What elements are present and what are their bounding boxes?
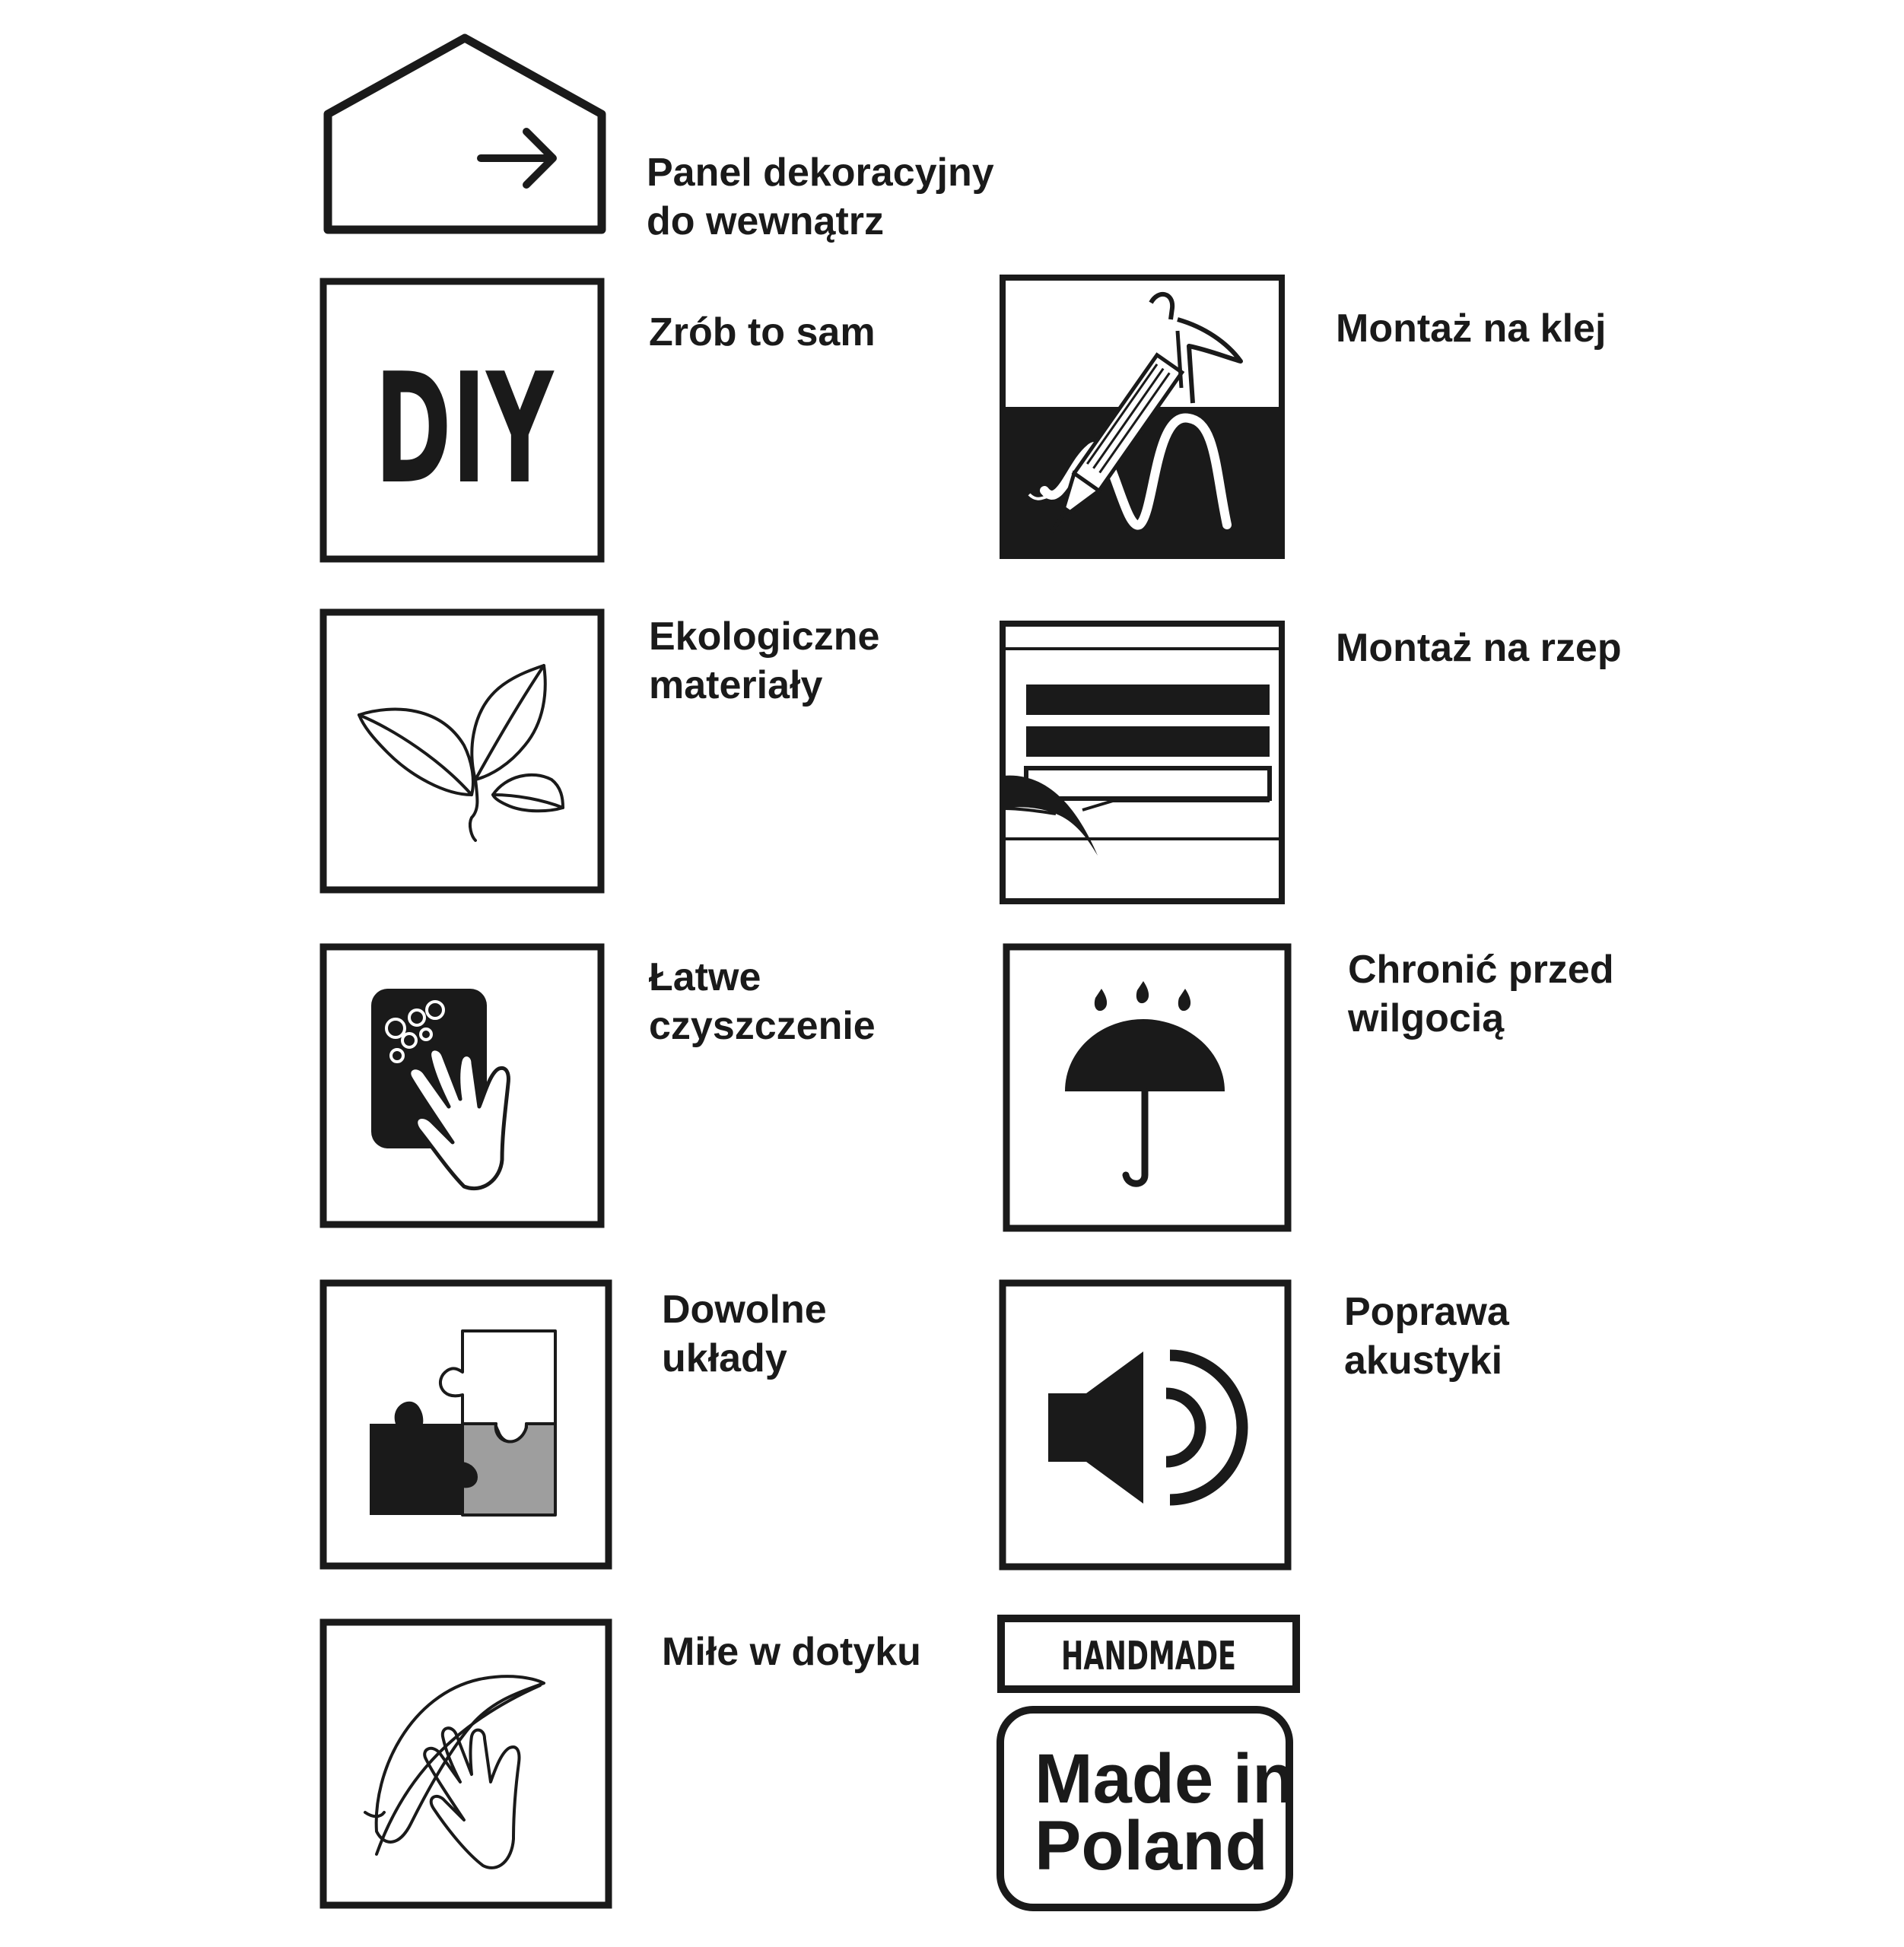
feather-hand-icon (319, 1618, 612, 1909)
feature-label-indoor: Panel dekoracyjny do wewnątrz (647, 151, 994, 243)
feature-label-diy: Zrób to sam (649, 310, 876, 354)
poland-text: Poland (1035, 1807, 1268, 1885)
umbrella-icon (1003, 943, 1292, 1232)
velcro-icon (999, 620, 1286, 905)
puzzle-icon (319, 1279, 612, 1570)
house-arrow-icon (319, 30, 609, 240)
diy-icon (319, 278, 605, 563)
svg-text:HANDMADE: HANDMADE (1061, 1634, 1236, 1679)
feature-label-eco: Ekologiczne materiały (649, 615, 880, 707)
leaf-icon (319, 608, 605, 894)
feature-label-moisture: Chronić przed wilgocią (1348, 948, 1614, 1040)
handmade-badge (997, 1614, 1301, 1694)
speaker-icon (999, 1279, 1292, 1571)
glue-gun-icon (999, 274, 1286, 560)
made-in-text: Made in (1035, 1740, 1295, 1818)
feature-label-glue: Montaż na klej (1336, 307, 1607, 351)
sponge-hand-icon (319, 943, 605, 1228)
feature-label-layouts: Dowolne układy (662, 1288, 827, 1380)
feature-label-velcro: Montaż na rzep (1336, 626, 1622, 670)
feature-label-acoustic: Poprawa akustyki (1344, 1290, 1509, 1383)
svg-text:DIY: DIY (374, 341, 555, 518)
made-in-poland-badge (997, 1706, 1293, 1911)
feature-label-soft: Miłe w dotyku (662, 1630, 921, 1674)
feature-label-clean: Łatwe czyszczenie (649, 955, 876, 1048)
